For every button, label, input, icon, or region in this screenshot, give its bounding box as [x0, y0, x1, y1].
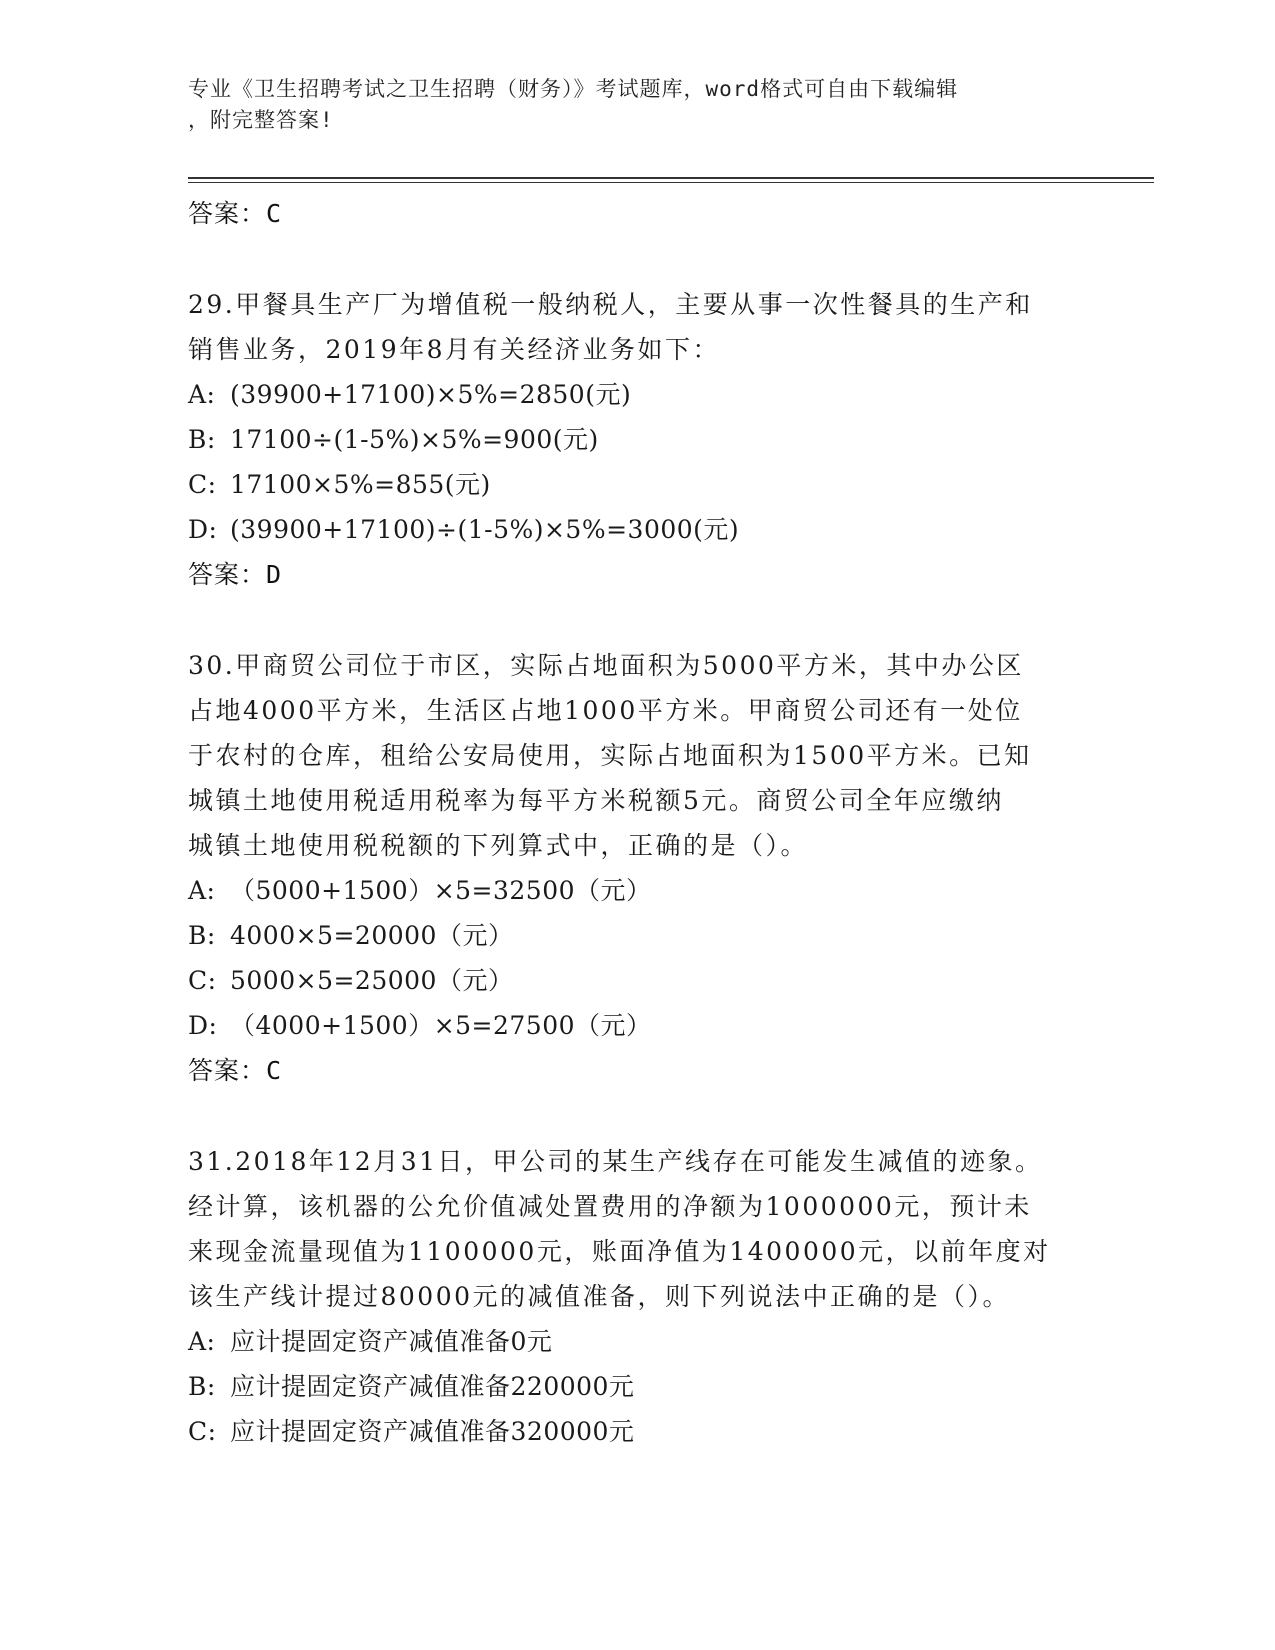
question-30-option-d — [188, 1003, 1088, 1048]
question-30-answer: 答案：C — [188, 1056, 283, 1085]
question-30-option-b — [188, 913, 1088, 958]
question-29-answer: 答案：D — [188, 560, 283, 589]
question-30-line-2: 占地4000平方米，生活区占地1000平方米。甲商贸公司还有一处位 — [188, 696, 1023, 725]
option-text: 应计提固定资产减值准备220000元 — [230, 1372, 635, 1401]
question-29-option-c — [188, 462, 1088, 507]
page-header — [188, 74, 1068, 136]
option-letter: D: — [188, 1011, 218, 1040]
option-letter: B: — [188, 1372, 216, 1401]
header-divider-thin — [188, 182, 1154, 183]
option-letter: B: — [188, 921, 216, 950]
question-30 — [188, 643, 1088, 1093]
question-31-line-4: 该生产线计提过80000元的减值准备，则下列说法中正确的是（）。 — [188, 1282, 1011, 1311]
question-29-option-a — [188, 372, 1088, 417]
previous-answer: 答案：C — [188, 199, 283, 228]
question-31-line-3: 来现金流量现值为1100000元，账面净值为1400000元，以前年度对 — [188, 1237, 1051, 1266]
question-content — [188, 191, 1088, 1454]
option-text: 5000×5=25000（元） — [230, 966, 514, 995]
option-text: 17100÷(1-5%)×5%=900(元) — [230, 425, 599, 454]
option-text: （4000+1500）×5=27500（元） — [230, 1011, 652, 1040]
question-31-option-a — [188, 1319, 1088, 1364]
option-letter: C: — [188, 966, 217, 995]
option-letter: A: — [188, 1327, 216, 1356]
header-line-2: ，附完整答案! — [188, 108, 334, 132]
question-31 — [188, 1139, 1088, 1454]
option-letter: D: — [188, 515, 218, 544]
option-text: (39900+17100)÷(1-5%)×5%=3000(元) — [230, 515, 740, 544]
question-31-option-c — [188, 1409, 1088, 1454]
spacer — [188, 1093, 1088, 1139]
spacer — [188, 236, 1088, 282]
question-31-line-2: 经计算，该机器的公允价值减处置费用的净额为1000000元，预计未 — [188, 1192, 1032, 1221]
question-29-line-1: 29.甲餐具生产厂为增值税一般纳税人，主要从事一次性餐具的生产和 — [188, 290, 1033, 319]
option-text: （5000+1500）×5=32500（元） — [230, 876, 652, 905]
header-divider-thick — [188, 177, 1154, 179]
option-text: 17100×5%=855(元) — [230, 470, 491, 499]
question-30-line-1: 30.甲商贸公司位于市区，实际占地面积为5000平方米，其中办公区 — [188, 651, 1024, 680]
option-text: 4000×5=20000（元） — [230, 921, 514, 950]
question-29-line-2: 销售业务，2019年8月有关经济业务如下： — [188, 335, 721, 364]
option-letter: A: — [188, 876, 216, 905]
spacer — [188, 597, 1088, 643]
question-30-option-a — [188, 868, 1088, 913]
question-30-line-3: 于农村的仓库，租给公安局使用，实际占地面积为1500平方米。已知 — [188, 741, 1032, 770]
option-letter: C: — [188, 470, 217, 499]
option-letter: A: — [188, 380, 216, 409]
header-line-1: 专业《卫生招聘考试之卫生招聘（财务）》考试题库，word格式可自由下载编辑 — [188, 77, 959, 101]
option-text: 应计提固定资产减值准备320000元 — [230, 1417, 635, 1446]
option-text: (39900+17100)×5%=2850(元) — [230, 380, 632, 409]
question-29-option-d — [188, 507, 1088, 552]
question-31-stem — [188, 1139, 1088, 1319]
option-text: 应计提固定资产减值准备0元 — [230, 1327, 553, 1356]
question-30-stem — [188, 643, 1088, 868]
question-29-stem — [188, 282, 1088, 372]
question-30-option-c — [188, 958, 1088, 1003]
option-letter: B: — [188, 425, 216, 454]
option-letter: C: — [188, 1417, 217, 1446]
question-29 — [188, 282, 1088, 597]
question-30-line-5: 城镇土地使用税税额的下列算式中，正确的是（）。 — [188, 831, 809, 860]
question-29-option-b — [188, 417, 1088, 462]
question-31-option-b — [188, 1364, 1088, 1409]
question-30-line-4: 城镇土地使用税适用税率为每平方米税额5元。商贸公司全年应缴纳 — [188, 786, 1004, 815]
question-31-line-1: 31.2018年12月31日，甲公司的某生产线存在可能发生减值的迹象。 — [188, 1147, 1043, 1176]
